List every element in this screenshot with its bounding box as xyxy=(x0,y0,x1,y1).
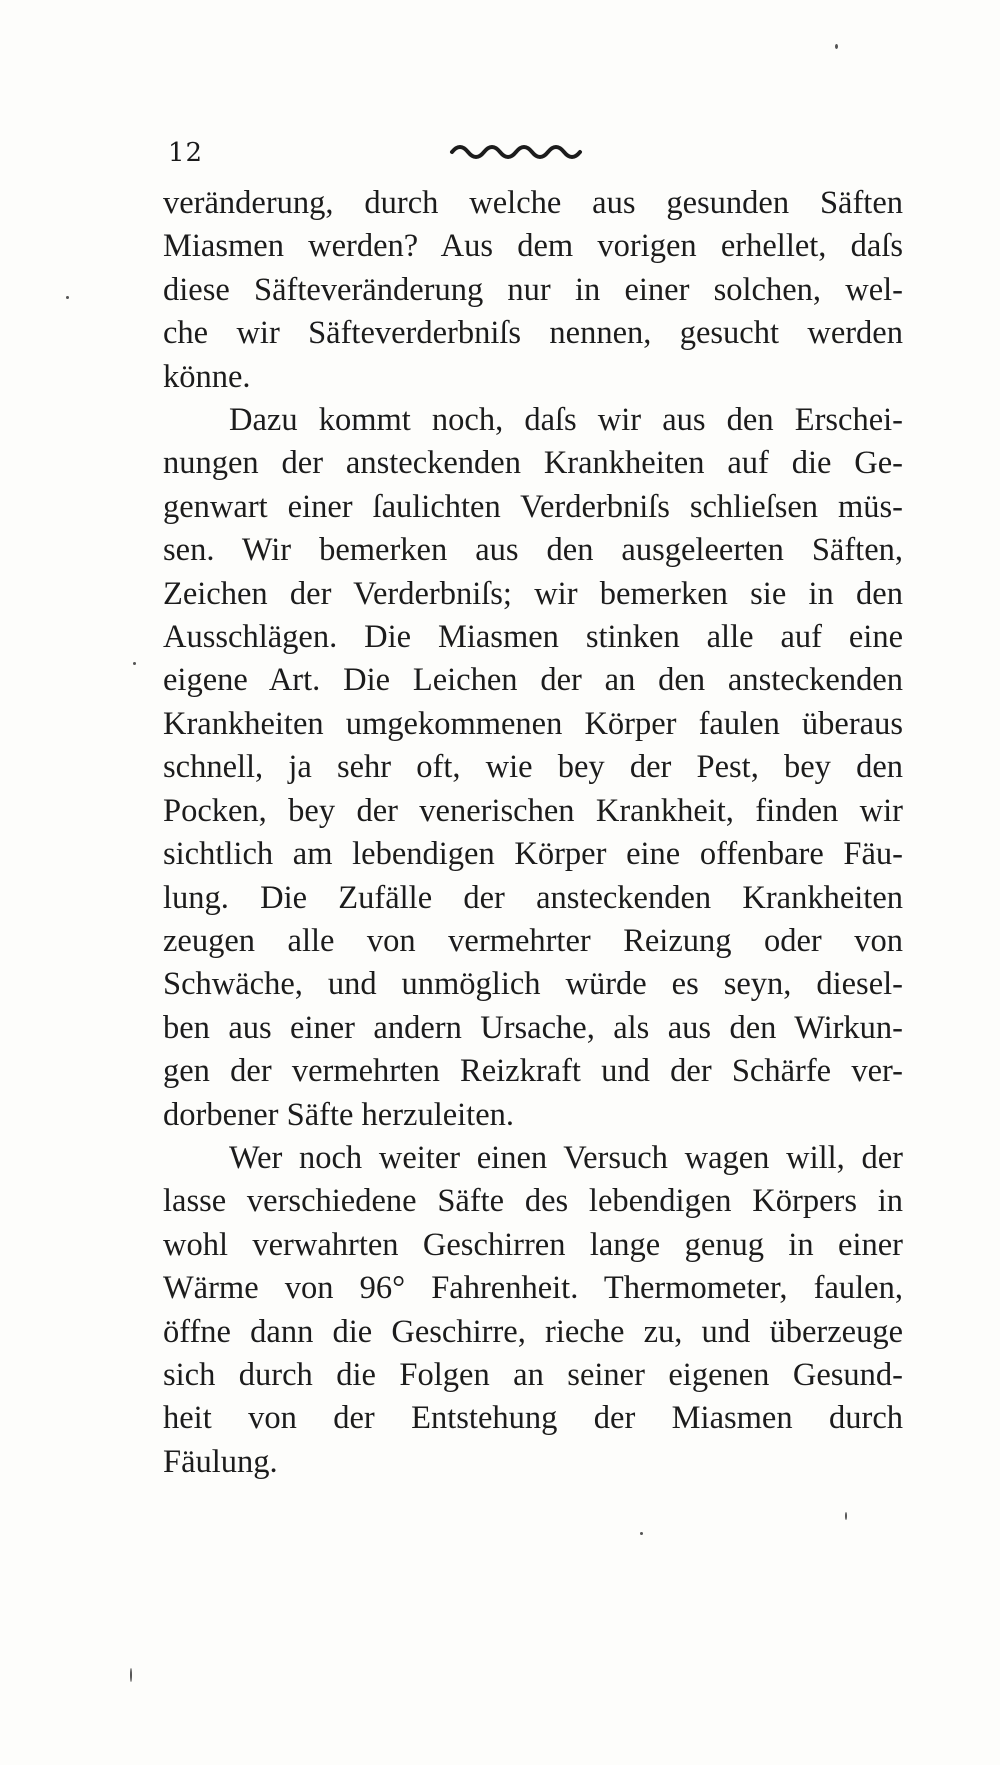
text-line: lung. Die Zufälle der ansteckenden Krankheiten xyxy=(163,879,903,916)
scan-speck xyxy=(133,662,136,665)
text-line: sen. Wir bemerken aus den ausgeleerten Säften, xyxy=(163,532,903,569)
paragraph xyxy=(163,399,903,1137)
text-line: Miasmen werden? Aus dem vorigen erhellet, daſs xyxy=(163,228,903,265)
text-line: Pocken, bey der venerischen Krankheit, finden wir xyxy=(163,792,903,829)
text-line: Zeichen der Verderbniſs; wir bemerken sie in den xyxy=(163,575,903,612)
text-line: öffne dann die Geschirre, rieche zu, und überzeuge xyxy=(163,1313,903,1350)
text-line: genwart einer ſaulichten Verderbniſs schlieſsen müs- xyxy=(163,488,903,525)
text-line: Krankheiten umgekommenen Körper faulen überaus xyxy=(163,705,903,742)
text-line: sichtlich am lebendigen Körper eine offenbare Fäu- xyxy=(163,836,903,873)
text-line: gen der vermehrten Reizkraft und der Schärfe ver- xyxy=(163,1053,903,1090)
scan-speck xyxy=(66,296,69,299)
body-text xyxy=(163,182,903,1484)
text-line: diese Säfteveränderung nur in einer solchen, wel- xyxy=(163,271,903,308)
scan-speck xyxy=(130,1668,132,1682)
paragraph xyxy=(163,182,903,399)
text-line: Ausschlägen. Die Miasmen stinken alle auf eine xyxy=(163,619,903,656)
page-number: 12 xyxy=(168,138,204,168)
text-line: sich durch die Folgen an seiner eigenen Gesund- xyxy=(163,1356,903,1393)
text-line: Wärme von 96° Fahrenheit. Thermometer, faulen, xyxy=(163,1270,903,1307)
scan-speck xyxy=(835,44,838,49)
scan-speck xyxy=(640,1532,643,1535)
text-line: könne. xyxy=(163,358,251,395)
text-line: che wir Säfteverderbniſs nennen, gesucht werden xyxy=(163,315,903,352)
text-line: schnell, ja sehr oft, wie bey der Pest, bey den xyxy=(163,749,903,786)
text-line: lasse verschiedene Säfte des lebendigen Körpers in xyxy=(163,1183,903,1220)
text-line: heit von der Entstehung der Miasmen durch xyxy=(163,1400,903,1437)
text-line: zeugen alle von vermehrter Reizung oder von xyxy=(163,922,903,959)
text-line: Fäulung. xyxy=(163,1443,278,1480)
text-line: nungen der ansteckenden Krankheiten auf die Ge- xyxy=(163,445,903,482)
text-line: dorbener Säfte herzuleiten. xyxy=(163,1096,515,1133)
text-line: veränderung, durch welche aus gesunden Säften xyxy=(163,185,903,221)
text-line: ben aus einer andern Ursache, als aus den Wirkun- xyxy=(163,1009,903,1046)
page-header xyxy=(168,138,888,178)
text-line: Dazu kommt noch, daſs wir aus den Erschei- xyxy=(229,402,903,439)
text-line: wohl verwahrten Geschirren lange genug in einer xyxy=(163,1226,903,1263)
paragraph xyxy=(163,1137,903,1484)
ornament-divider-icon xyxy=(448,136,588,166)
text-line: eigene Art. Die Leichen der an den ansteckenden xyxy=(163,662,903,699)
scan-speck xyxy=(845,1512,847,1520)
text-line: Wer noch weiter einen Versuch wagen will, der xyxy=(229,1139,903,1176)
text-line: Schwäche, und unmöglich würde es seyn, diesel- xyxy=(163,966,903,1003)
